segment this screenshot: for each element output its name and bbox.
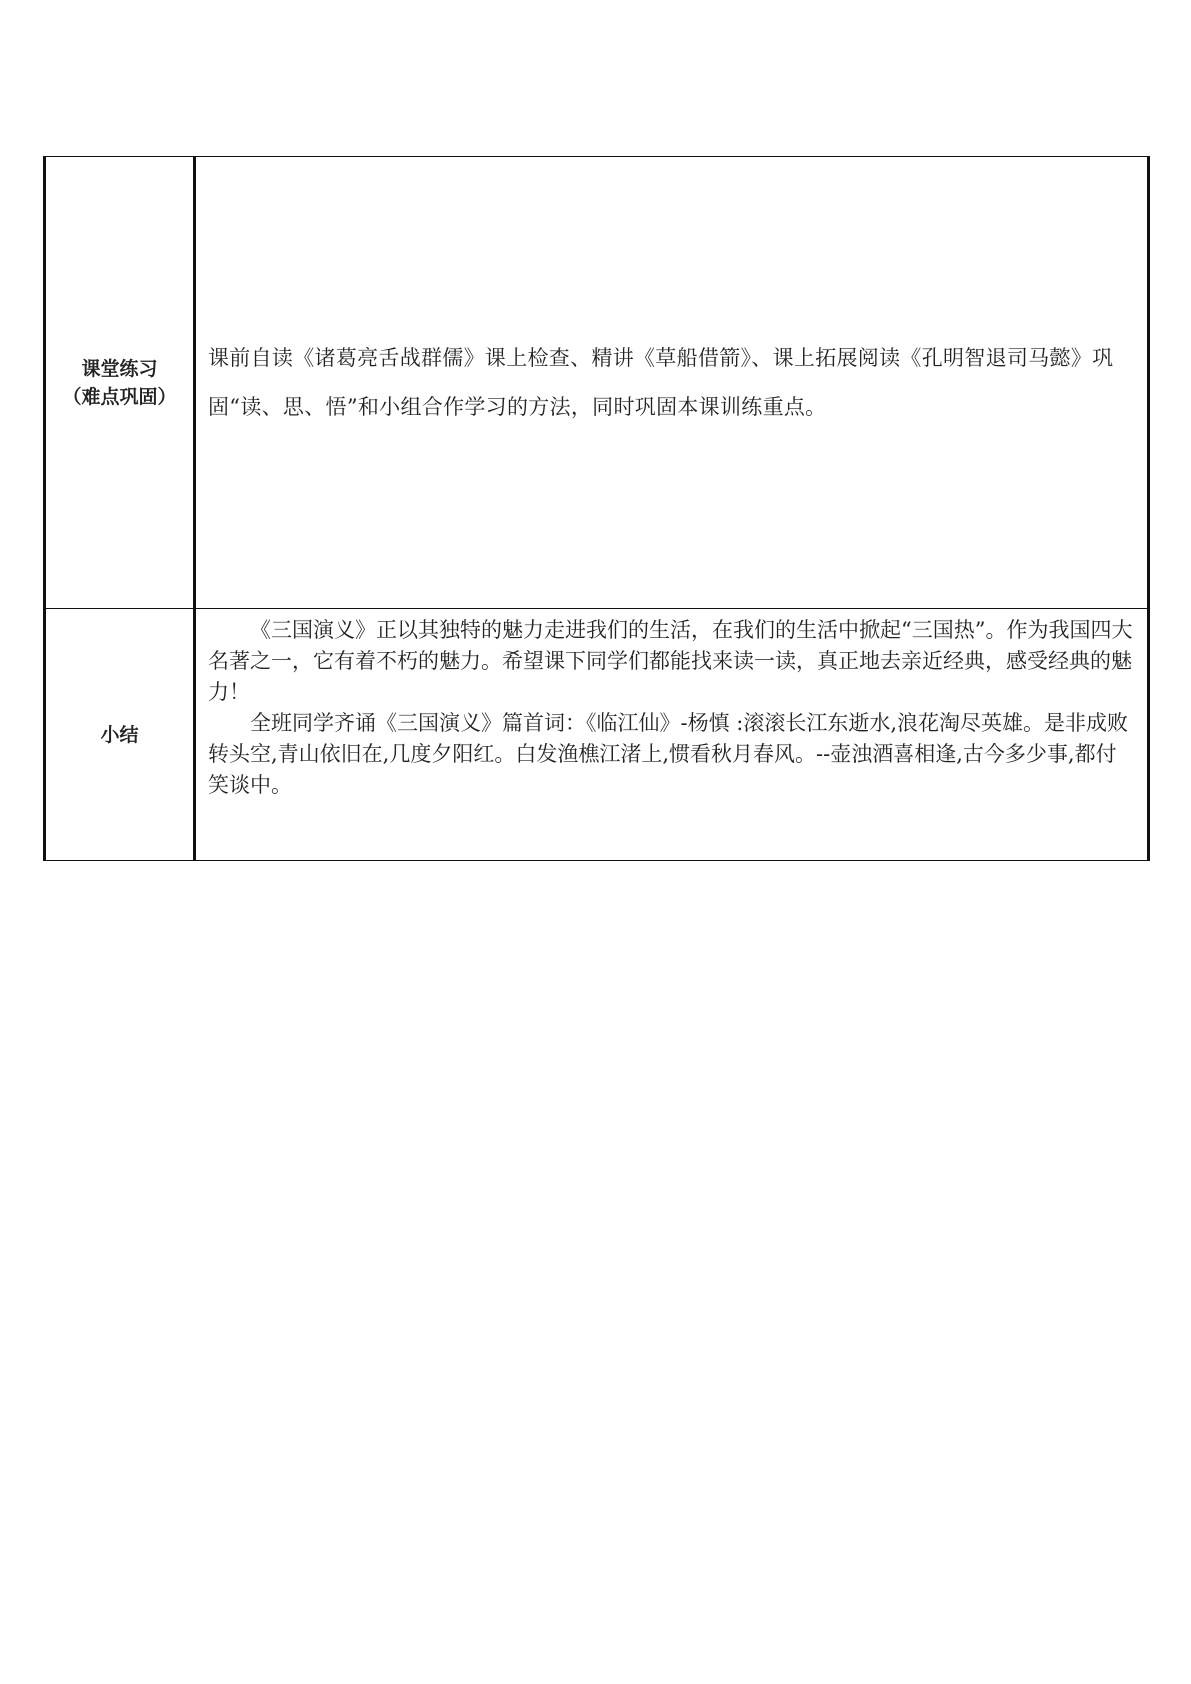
row-label-practice (45, 157, 195, 609)
practice-description: 课前自读《诸葛亮舌战群儒》课上检查、精讲《草船借箭》、课上拓展阅读《孔明智退司马懿》巩固“读、思、悟”和小组合作学习的方法，同时巩固本课训练重点。 (208, 345, 1114, 419)
table-row-summary (45, 609, 1149, 861)
row-label-practice-subtitle: （难点巩固） (62, 385, 177, 408)
summary-paragraph-intro: 《三国演义》正以其独特的魅力走进我们的生活，在我们的生活中掀起“三国热”。作为我国四大名著之一，它有着不朽的魅力。希望课下同学们都能找来读一读，真正地去亲近经典，感受经典的魅力！ (208, 618, 1133, 704)
row-content-summary (195, 609, 1149, 861)
summary-text-block (208, 615, 1133, 801)
table-row-practice (45, 157, 1149, 609)
lesson-plan-table (43, 156, 1150, 861)
summary-paragraph-poem: 全班同学齐诵《三国演义》篇首词：《临江仙》-杨慎 :滚滚长江东逝水,浪花淘尽英雄。是非成败转头空,青山依旧在,几度夕阳红。白发渔樵江渚上,惯看秋月春风。--壶浊酒喜相逢,古今多少事,都付笑谈中。 (208, 711, 1129, 797)
row-label-practice-title: 课堂练习 (81, 357, 158, 380)
row-label-summary: 小结 (45, 609, 195, 861)
row-content-practice (195, 157, 1149, 609)
